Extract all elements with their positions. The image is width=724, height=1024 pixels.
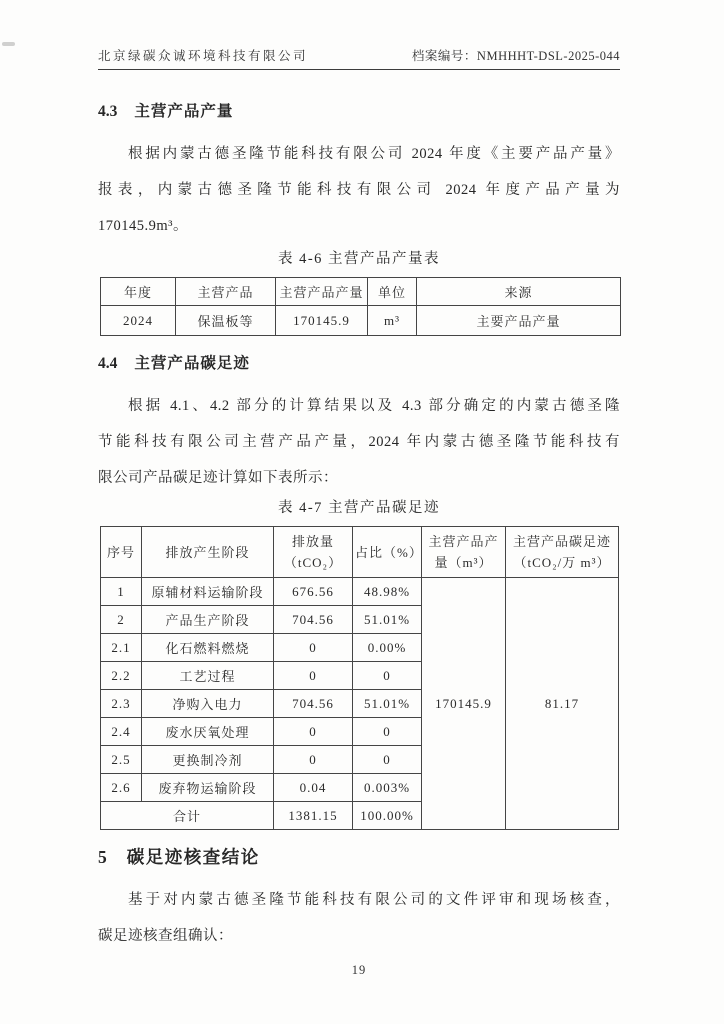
cell-no: 2.6 xyxy=(101,774,142,802)
section-5-title: 碳足迹核查结论 xyxy=(126,847,260,867)
cell-stage: 更换制冷剂 xyxy=(142,746,274,774)
cell-emission: 704.56 xyxy=(274,606,353,634)
cell-emission: 0 xyxy=(274,662,353,690)
paragraph-line: 根据内蒙古德圣隆节能科技有限公司 2024 年度《主要产品产量》 xyxy=(128,146,620,162)
cell-production-merged: 170145.9 xyxy=(422,578,506,830)
archive-label: 档案编号： xyxy=(411,49,477,63)
cell-total-emission: 1381.15 xyxy=(274,802,353,830)
cell-stage: 原辅材料运输阶段 xyxy=(142,578,274,606)
column-header: 单位 xyxy=(368,278,417,306)
cell-output: 170145.9 xyxy=(276,306,368,336)
cell-emission: 0 xyxy=(274,634,353,662)
cell-no: 2.2 xyxy=(101,662,142,690)
table-header-row xyxy=(101,527,619,578)
section-4-4-heading xyxy=(98,353,620,375)
header-line: （tCO₂） xyxy=(283,555,343,570)
section-4-3-number: 4.3 xyxy=(98,103,118,120)
section-5-number: 5 xyxy=(98,847,107,867)
paragraph-line: 碳足迹核查组确认： xyxy=(98,928,233,944)
page-header xyxy=(98,46,620,70)
column-header: 年度 xyxy=(101,278,176,306)
column-header xyxy=(422,527,506,578)
section-5-paragraph xyxy=(98,882,620,954)
cell-stage: 产品生产阶段 xyxy=(142,606,274,634)
scan-artifact-mark xyxy=(2,42,15,46)
cell-no: 2 xyxy=(101,606,142,634)
header-line: 主营产品产 xyxy=(428,534,499,549)
paragraph-line: 报表，内蒙古德圣隆节能科技有限公司 2024 年度产品产量为 xyxy=(98,182,620,198)
column-header: 占比（%） xyxy=(353,527,422,578)
cell-emission: 0.04 xyxy=(274,774,353,802)
table-4-6-caption: 表 4-6 主营产品产量表 xyxy=(277,251,441,267)
cell-stage: 废弃物运输阶段 xyxy=(142,774,274,802)
cell-emission: 0 xyxy=(274,746,353,774)
cell-year: 2024 xyxy=(101,306,176,336)
paragraph-line: 170145.9m³。 xyxy=(98,218,189,234)
cell-total-share: 100.00% xyxy=(353,802,422,830)
archive-value: NMHHHT-DSL-2025-044 xyxy=(476,49,620,63)
table-header-row xyxy=(101,278,621,306)
cell-no: 2.3 xyxy=(101,690,142,718)
table-4-7-caption: 表 4-7 主营产品碳足迹 xyxy=(277,500,441,516)
cell-no: 1 xyxy=(101,578,142,606)
paragraph-line: 节能科技有限公司主营产品产量，2024 年内蒙古德圣隆节能科技有 xyxy=(98,434,620,450)
table-4-6 xyxy=(100,277,621,336)
cell-source: 主要产品产量 xyxy=(417,306,621,336)
cell-product: 保温板等 xyxy=(176,306,276,336)
column-header: 序号 xyxy=(101,527,142,578)
archive-number xyxy=(412,46,620,64)
column-header xyxy=(274,527,353,578)
section-4-3-heading xyxy=(98,101,620,123)
section-4-3-paragraph xyxy=(98,136,620,244)
column-header: 排放产生阶段 xyxy=(142,527,274,578)
cell-footprint-merged: 81.17 xyxy=(506,578,619,830)
cell-share: 0.003% xyxy=(353,774,422,802)
header-line: 主营产品碳足迹 xyxy=(512,534,611,549)
section-5-heading xyxy=(98,845,620,869)
section-4-3-title: 主营产品产量 xyxy=(134,103,234,120)
cell-stage: 工艺过程 xyxy=(142,662,274,690)
header-line: （tCO₂/万 m³） xyxy=(513,555,611,570)
cell-share: 51.01% xyxy=(353,690,422,718)
cell-no: 2.1 xyxy=(101,634,142,662)
cell-no: 2.4 xyxy=(101,718,142,746)
cell-emission: 676.56 xyxy=(274,578,353,606)
paragraph-line: 根据 4.1、4.2 部分的计算结果以及 4.3 部分确定的内蒙古德圣隆 xyxy=(128,398,620,414)
cell-share: 0 xyxy=(353,662,422,690)
column-header: 主营产品 xyxy=(176,278,276,306)
cell-stage: 净购入电力 xyxy=(142,690,274,718)
section-4-4-number: 4.4 xyxy=(98,355,118,372)
company-name: 北京绿碳众诚环境科技有限公司 xyxy=(98,49,309,63)
cell-share: 0 xyxy=(353,718,422,746)
section-4-4-title: 主营产品碳足迹 xyxy=(134,355,250,372)
header-line: 量（m³） xyxy=(434,555,493,570)
cell-emission: 704.56 xyxy=(274,690,353,718)
cell-emission: 0 xyxy=(274,718,353,746)
section-4-4-paragraph xyxy=(98,388,620,496)
table-row xyxy=(101,578,619,606)
page-number: 19 xyxy=(351,963,367,977)
cell-total-label: 合计 xyxy=(101,802,274,830)
table-row xyxy=(101,306,621,336)
cell-unit: m³ xyxy=(368,306,417,336)
cell-share: 0.00% xyxy=(353,634,422,662)
cell-no: 2.5 xyxy=(101,746,142,774)
column-header xyxy=(506,527,619,578)
paragraph-line: 限公司产品碳足迹计算如下表所示： xyxy=(98,470,338,486)
column-header: 来源 xyxy=(417,278,621,306)
cell-share: 51.01% xyxy=(353,606,422,634)
paragraph-line: 基于对内蒙古德圣隆节能科技有限公司的文件评审和现场核查， xyxy=(128,892,620,908)
table-4-7 xyxy=(100,526,619,830)
cell-stage: 化石燃料燃烧 xyxy=(142,634,274,662)
header-line: 排放量 xyxy=(291,534,334,549)
cell-share: 48.98% xyxy=(353,578,422,606)
cell-share: 0 xyxy=(353,746,422,774)
column-header: 主营产品产量 xyxy=(276,278,368,306)
cell-stage: 废水厌氧处理 xyxy=(142,718,274,746)
